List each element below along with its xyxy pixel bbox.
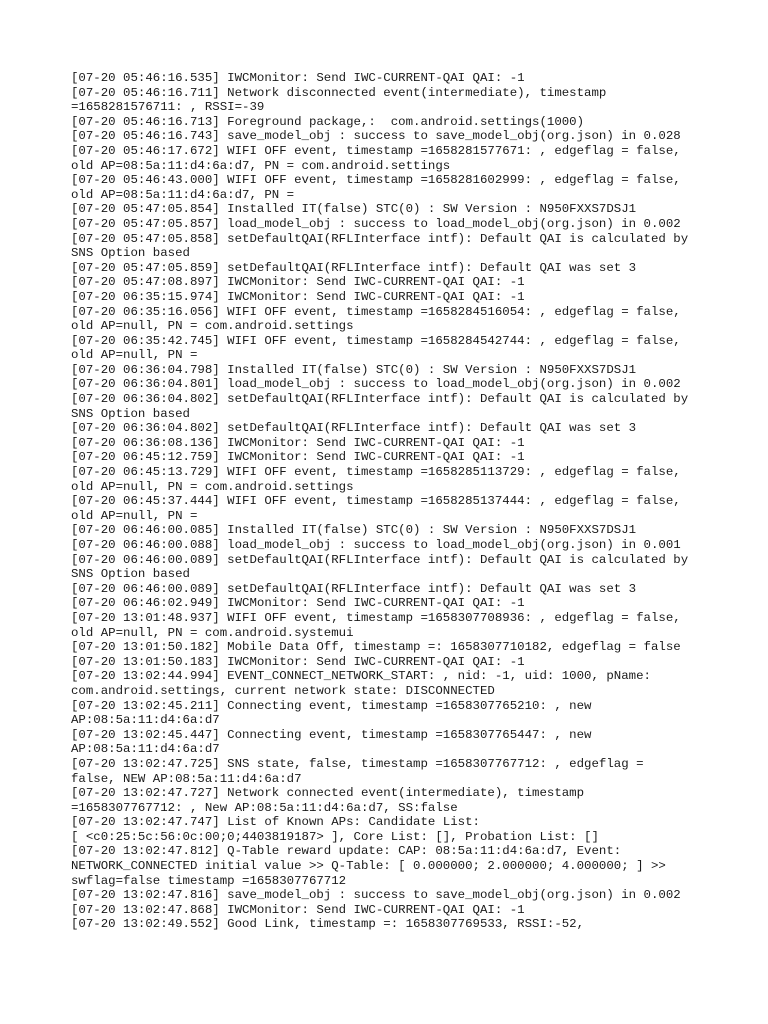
- log-line: [07-20 06:46:00.088] load_model_obj : success to load_model_obj(org.json) in 0.001: [71, 538, 681, 552]
- log-line: [07-20 06:36:08.136] IWCMonitor: Send IWC-CURRENT-QAI QAI: -1: [71, 435, 525, 450]
- log-line: [07-20 05:46:16.535] IWCMonitor: Send IWC-CURRENT-QAI QAI: -1: [71, 71, 525, 85]
- log-line: [07-20 13:01:50.183] IWCMonitor: Send IWC-CURRENT-QAI QAI: -1: [71, 654, 525, 669]
- log-line: [07-20 06:45:12.759] IWCMonitor: Send IWC-CURRENT-QAI QAI: -1: [71, 450, 525, 465]
- log-line: [07-20 13:02:45.447] Connecting event, timestamp =1658307765447: , new: [71, 727, 592, 742]
- log-line: swflag=false timestamp =1658307767712: [71, 873, 347, 888]
- log-line: [07-20 05:47:05.854] Installed IT(false) STC(0) : SW Version : N950FXXS7DSJ1: [71, 202, 637, 217]
- log-line: [07-20 06:46:00.085] Installed IT(false) STC(0) : SW Version : N950FXXS7DSJ1: [71, 523, 637, 538]
- log-line: [ <c0:25:5c:56:0c:00;0;4403819187> ], Core List: [], Probation List: []: [71, 829, 599, 844]
- log-line: [07-20 13:01:48.937] WIFI OFF event, timestamp =1658307708936: , edgeflag = false,: [71, 610, 681, 625]
- log-line: old AP=08:5a:11:d4:6a:d7, PN = com.android.settings: [71, 158, 451, 173]
- log-line: [07-20 05:46:17.672] WIFI OFF event, timestamp =1658281577671: , edgeflag = false,: [71, 143, 681, 158]
- log-line: [07-20 06:46:00.089] setDefaultQAI(RFLInterface intf): Default QAI was set 3: [71, 581, 637, 596]
- log-line: [07-20 05:47:05.857] load_model_obj : success to load_model_obj(org.json) in 0.002: [71, 216, 681, 231]
- log-line: [07-20 13:02:47.727] Network connected event(intermediate), timestamp: [71, 786, 585, 801]
- log-line: [07-20 06:35:42.745] WIFI OFF event, timestamp =1658284542744: , edgeflag = false,: [71, 333, 681, 348]
- log-line: [07-20 13:02:49.552] Good Link, timestamp =: 1658307769533, RSSI:-52,: [71, 917, 585, 932]
- log-line: old AP=null, PN = com.android.settings: [71, 479, 354, 494]
- log-line: [07-20 06:46:02.949] IWCMonitor: Send IWC-CURRENT-QAI QAI: -1: [71, 596, 525, 611]
- log-line: [07-20 06:36:04.798] Installed IT(false) STC(0) : SW Version : N950FXXS7DSJ1: [71, 362, 637, 377]
- log-line: [07-20 05:46:16.713] Foreground package,: com.android.settings(1000): [71, 114, 585, 129]
- log-line: old AP=08:5a:11:d4:6a:d7, PN =: [71, 187, 295, 202]
- log-line: [07-20 13:02:44.994] EVENT_CONNECT_NETWORK_START: , nid: -1, uid: 1000, pName:: [71, 669, 651, 684]
- log-line: false, NEW AP:08:5a:11:d4:6a:d7: [71, 771, 302, 786]
- log-document: [71, 71, 711, 932]
- log-line: SNS Option based: [71, 567, 190, 582]
- log-line: [07-20 05:47:05.858] setDefaultQAI(RFLInterface intf): Default QAI is calculated by: [71, 231, 689, 246]
- log-line: [07-20 06:35:15.974] IWCMonitor: Send IWC-CURRENT-QAI QAI: -1: [71, 289, 525, 304]
- log-line: [07-20 06:36:04.801] load_model_obj : success to load_model_obj(org.json) in 0.002: [71, 377, 681, 392]
- log-line: [07-20 13:02:45.211] Connecting event, timestamp =1658307765210: , new: [71, 698, 592, 713]
- log-line: NETWORK_CONNECTED initial value >> Q-Table: [ 0.000000; 2.000000; 4.000000; ] >>: [71, 859, 666, 874]
- log-line: [07-20 05:46:16.743] save_model_obj : success to save_model_obj(org.json) in 0.028: [71, 129, 681, 144]
- log-line: AP:08:5a:11:d4:6a:d7: [71, 742, 220, 757]
- log-line: SNS Option based: [71, 246, 190, 261]
- log-line: [07-20 13:02:47.812] Q-Table reward update: CAP: 08:5a:11:d4:6a:d7, Event:: [71, 844, 622, 859]
- log-line: [07-20 06:36:04.802] setDefaultQAI(RFLInterface intf): Default QAI was set 3: [71, 421, 637, 436]
- log-line: [07-20 06:35:16.056] WIFI OFF event, timestamp =1658284516054: , edgeflag = false,: [71, 304, 681, 319]
- log-line: [07-20 13:02:47.725] SNS state, false, timestamp =1658307767712: , edgeflag =: [71, 756, 644, 771]
- log-line: [07-20 06:36:04.802] setDefaultQAI(RFLInterface intf): Default QAI is calculated by: [71, 392, 689, 407]
- log-line: [07-20 13:02:47.868] IWCMonitor: Send IWC-CURRENT-QAI QAI: -1: [71, 902, 525, 917]
- log-line: =1658281576711: , RSSI=-39: [71, 100, 265, 115]
- log-line: [07-20 05:46:43.000] WIFI OFF event, timestamp =1658281602999: , edgeflag = false,: [71, 173, 681, 188]
- log-line: [07-20 06:46:00.089] setDefaultQAI(RFLInterface intf): Default QAI is calculated by: [71, 552, 689, 567]
- log-line: [07-20 05:47:08.897] IWCMonitor: Send IWC-CURRENT-QAI QAI: -1: [71, 275, 525, 290]
- log-line: AP:08:5a:11:d4:6a:d7: [71, 713, 220, 728]
- log-line: [07-20 05:47:05.859] setDefaultQAI(RFLInterface intf): Default QAI was set 3: [71, 260, 637, 275]
- log-line: com.android.settings, current network state: DISCONNECTED: [71, 683, 495, 698]
- log-line: old AP=null, PN =: [71, 348, 198, 363]
- log-line: [07-20 06:45:37.444] WIFI OFF event, timestamp =1658285137444: , edgeflag = false,: [71, 494, 681, 509]
- log-line: old AP=null, PN =: [71, 508, 198, 523]
- log-line: SNS Option based: [71, 406, 190, 421]
- log-line: [07-20 13:02:47.816] save_model_obj : success to save_model_obj(org.json) in 0.002: [71, 888, 681, 903]
- log-line: =1658307767712: , New AP:08:5a:11:d4:6a:d7, SS:false: [71, 800, 458, 815]
- log-line: [07-20 05:46:16.711] Network disconnected event(intermediate), timestamp: [71, 85, 607, 100]
- log-line: old AP=null, PN = com.android.settings: [71, 319, 354, 334]
- log-line: old AP=null, PN = com.android.systemui: [71, 625, 354, 640]
- log-line: [07-20 13:01:50.182] Mobile Data Off, timestamp =: 1658307710182, edgeflag = false: [71, 640, 681, 655]
- log-line: [07-20 13:02:47.747] List of Known APs: Candidate List:: [71, 815, 480, 830]
- log-line: [07-20 06:45:13.729] WIFI OFF event, timestamp =1658285113729: , edgeflag = false,: [71, 465, 681, 480]
